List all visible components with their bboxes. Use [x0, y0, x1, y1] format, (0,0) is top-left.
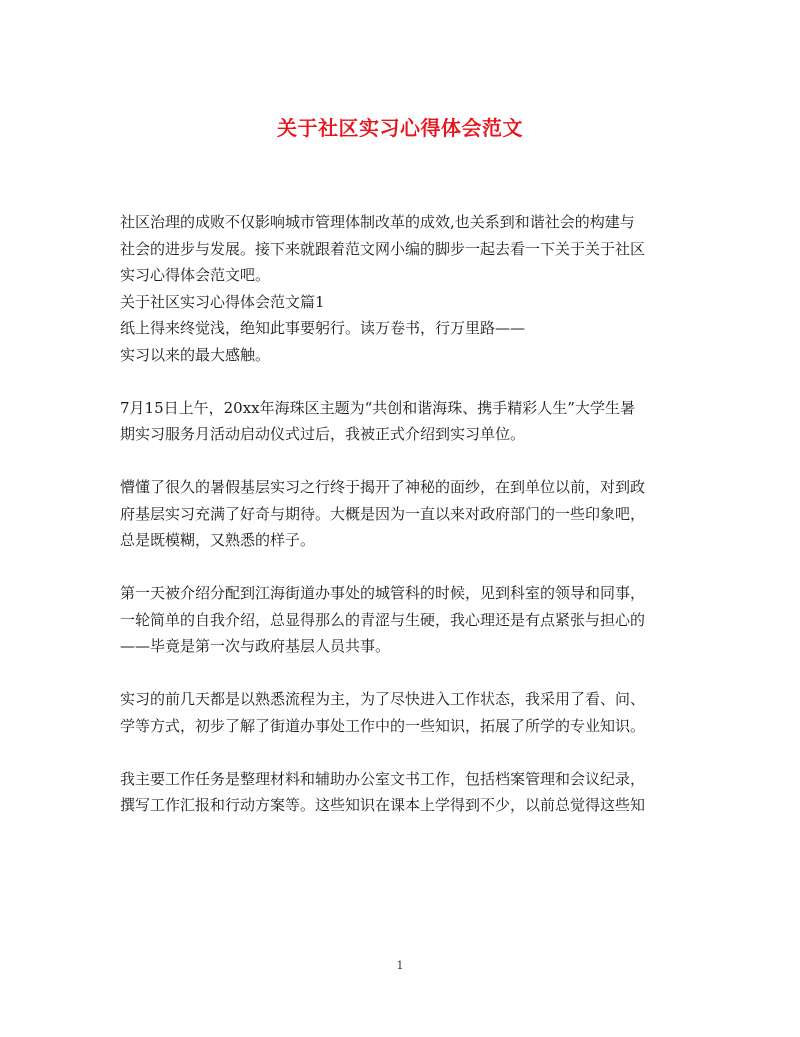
text-line: 一轮简单的自我介绍，总显得那么的青涩与生硬，我心理还是有点紧张与担心的	[120, 610, 646, 629]
text-line: 我主要工作任务是整理材料和辅助办公室文书工作，包括档案管理和会议纪录，	[120, 769, 646, 788]
text-line: 实习以来的最大感触。	[120, 345, 271, 364]
text-line: 期实习服务月活动启动仪式过后，我被正式介绍到实习单位。	[120, 425, 526, 443]
text-line: 实习的前几天都是以熟悉流程为主，为了尽快进入工作状态，我采用了看、问、	[120, 690, 646, 708]
paragraph-gap	[120, 368, 680, 395]
paragraph-gap	[120, 554, 680, 581]
text-line: 社区治理的成败不仅影响城市管理体制改革的成效,也关系到和谐社会的构建与	[120, 213, 635, 231]
paragraph-first-days	[120, 686, 680, 739]
text-line: 撰写工作汇报和行动方案等。这些知识在课本上学得到不少，以前总觉得这些知	[120, 796, 646, 814]
paragraph-expectation	[120, 474, 680, 554]
text-line: 第一天被介绍分配到江海街道办事处的城管科的时候，见到科室的领导和同事，	[120, 584, 646, 602]
text-line: 7月15日上午，20xx年海珠区主题为“共创和谐海珠、携手精彩人生”大学生暑	[120, 398, 635, 417]
text-line: 纸上得来终觉浅，绝知此事要躬行。读万卷书，行万里路——	[120, 319, 526, 337]
document-title: 关于社区实习心得体会范文	[277, 116, 523, 140]
text-line: 懵懂了很久的暑假基层实习之行终于揭开了神秘的面纱，在到单位以前，对到政	[120, 478, 646, 496]
paragraph-gap	[120, 448, 680, 475]
text-line: 学等方式，初步了解了街道办事处工作中的一些知识，拓展了所学的专业知识。	[120, 716, 646, 735]
paragraph-intro	[120, 209, 680, 289]
text-line: ——毕竟是第一次与政府基层人员共事。	[120, 637, 391, 655]
section-heading	[120, 289, 680, 316]
paragraph-quote-end	[120, 342, 680, 369]
text-line: 社会的进步与发展。接下来就跟着范文网小编的脚步一起去看一下关于关于社区	[120, 239, 646, 258]
paragraph-tasks	[120, 766, 680, 819]
paragraph-first-day	[120, 580, 680, 660]
document-body	[120, 209, 680, 819]
text-line: 关于社区实习心得体会范文篇1	[120, 292, 325, 311]
text-line: 总是既模糊，又熟悉的样子。	[120, 531, 316, 549]
paragraph-gap	[120, 660, 680, 687]
paragraph-quote	[120, 315, 680, 342]
text-line: 实习心得体会范文吧。	[120, 266, 271, 284]
paragraph-date	[120, 395, 680, 448]
page-number: 1	[396, 959, 404, 972]
text-line: 府基层实习充满了好奇与期待。大概是因为一直以来对政府部门的一些印象吧，	[120, 504, 646, 523]
paragraph-gap	[120, 739, 680, 766]
